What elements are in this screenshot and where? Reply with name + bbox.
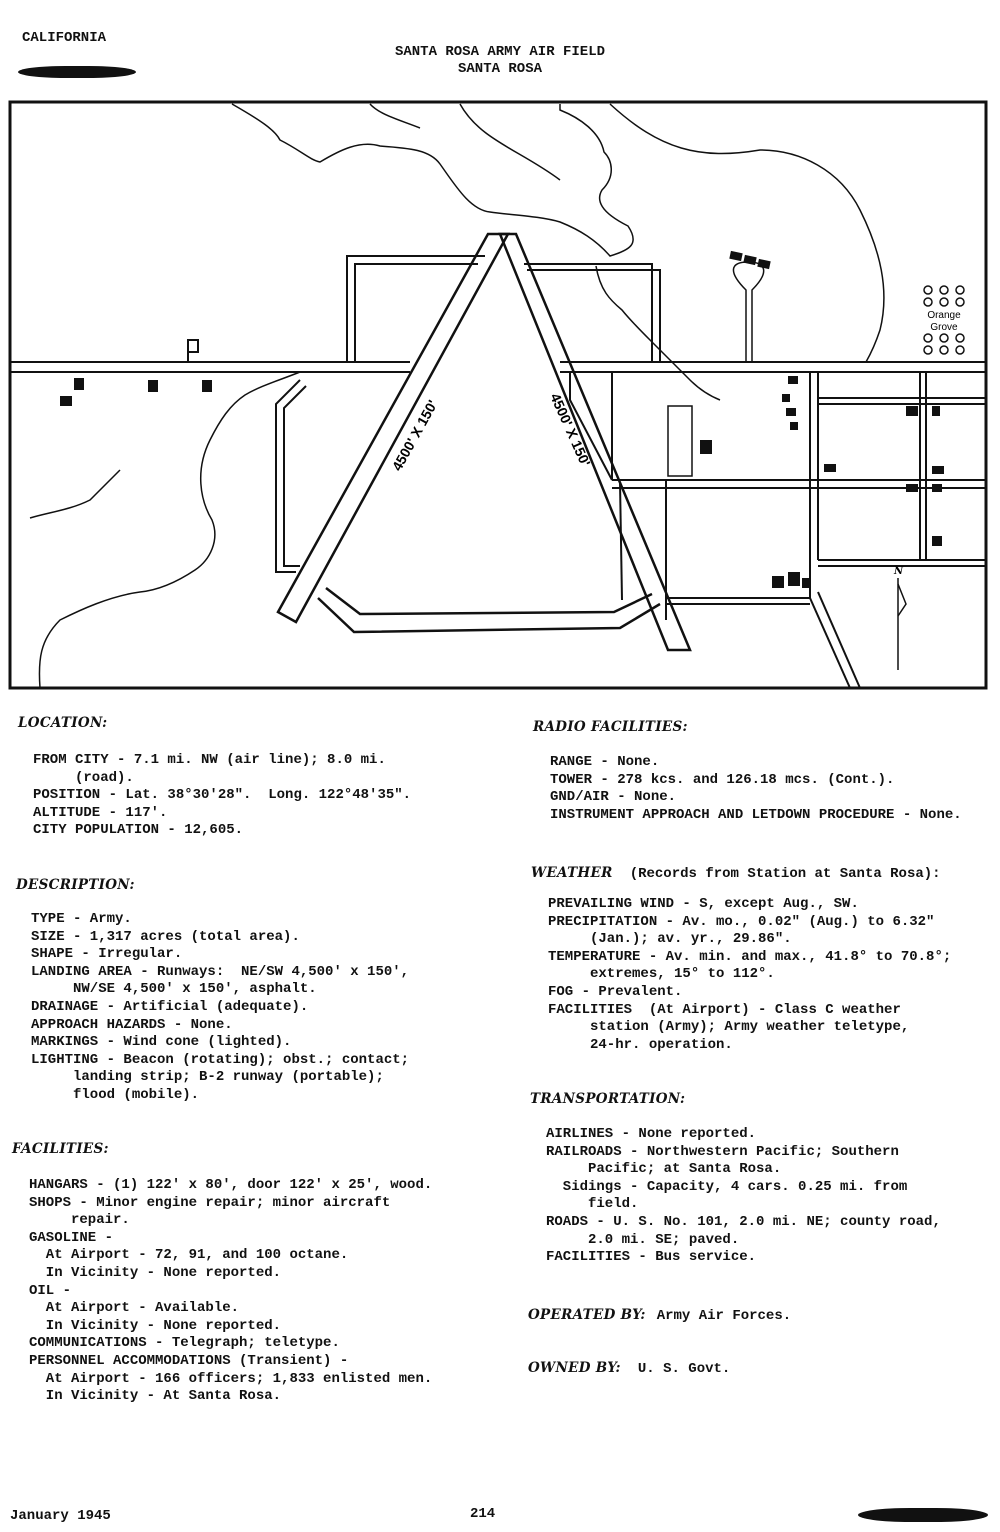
facilities-line: SHOPS - Minor engine repair; minor aircraft [29,1194,391,1211]
owned-by-label: OWNED BY: [528,1360,621,1376]
location-line: FROM CITY - 7.1 mi. NW (air line); 8.0 mi. [33,752,386,768]
facilities-line: In Vicinity - None reported. [29,1317,282,1334]
north-label: N [894,566,904,577]
weather-line: FOG - Prevalent. [548,983,683,1000]
transportation-line: field. [546,1196,639,1213]
location-line: (road). [33,769,134,786]
description-line: DRAINAGE - Artificial (adequate). [31,998,309,1015]
transportation-line: AIRLINES - None reported. [546,1126,757,1142]
transportation-line: Sidings - Capacity, 4 cars. 0.25 mi. from [546,1178,908,1195]
radio-section [550,754,962,824]
description-heading: DESCRIPTION: [16,877,135,893]
location-line: ALTITUDE - 117'. [33,804,168,821]
facilities-line: COMMUNICATIONS - Telegraph; teletype. [29,1335,340,1352]
loop-road [733,262,763,362]
description-line: APPROACH HAZARDS - None. [31,1016,233,1033]
transportation-line: Pacific; at Santa Rosa. [546,1161,782,1178]
operated-by-value: Army Air Forces. [656,1308,792,1324]
description-line: landing strip; B-2 runway (portable); [31,1069,384,1086]
facilities-line: repair. [29,1212,130,1229]
description-line: TYPE - Army. [31,911,132,927]
page-subtitle: SANTA ROSA [457,61,542,77]
weather-heading: WEATHER [531,865,613,881]
description-section [31,911,409,1105]
beacon-flag [188,340,198,352]
description-line: LIGHTING - Beacon (rotating); obst.; contact; [31,1051,410,1068]
creek-north [232,104,633,256]
weather-section [548,896,951,1054]
runway-label-nw-se: 4500' X 150' [547,390,594,469]
transportation-line: FACILITIES - Bus service. [546,1249,757,1266]
location-line: POSITION - Lat. 38°30'28". Long. 122°48'35". [33,787,412,804]
state-label: CALIFORNIA [22,30,107,46]
facilities-line: GASOLINE - [29,1229,114,1246]
weather-line: station (Army); Army weather teletype, [548,1019,910,1036]
owned-by-value: U. S. Govt. [637,1361,731,1377]
radio-heading: RADIO FACILITIES: [533,719,688,735]
facilities-heading: FACILITIES: [12,1141,109,1157]
operated-by-label: OPERATED BY: [528,1307,646,1323]
facilities-section [29,1177,432,1406]
facilities-line: PERSONNEL ACCOMMODATIONS (Transient) - [29,1352,349,1369]
runway-label-ne-sw: 4500' X 150' [388,397,441,474]
transportation-heading: TRANSPORTATION: [530,1091,686,1107]
buildings [60,251,944,588]
creek-southwest [39,372,300,688]
facilities-line: In Vicinity - At Santa Rosa. [29,1388,282,1405]
radio-line: TOWER - 278 kcs. and 126.18 mcs. (Cont.). [550,771,895,788]
weather-subheading: (Records from Station at Santa Rosa): [629,866,941,882]
owned-by-row [528,1357,730,1379]
creek-middle [596,266,720,400]
weather-line: TEMPERATURE - Av. min. and max., 41.8° to 70.8°; [548,948,952,965]
transportation-line: ROADS - U. S. No. 101, 2.0 mi. NE; county road, [546,1213,941,1230]
facilities-line: At Airport - 166 officers; 1,833 enlisted men. [29,1370,433,1387]
facilities-line: At Airport - Available. [29,1300,240,1317]
description-line: SIZE - 1,317 acres (total area). [31,928,300,945]
footer-date: January 1945 [10,1508,111,1524]
page-number: 214 [470,1506,496,1522]
description-line: MARKINGS - Wind cone (lighted). [31,1034,292,1051]
weather-line: 24-hr. operation. [548,1036,733,1053]
location-line: CITY POPULATION - 12,605. [33,822,244,839]
redaction-mark-bottom [858,1508,988,1522]
facilities-line: HANGARS - (1) 122' x 80', door 122' x 25', wood. [29,1177,433,1193]
radio-line: RANGE - None. [550,754,660,770]
weather-line: extremes, 15° to 112°. [548,966,775,983]
facilities-line: In Vicinity - None reported. [29,1264,282,1281]
weather-heading-row [531,862,941,884]
description-line: NW/SE 4,500' x 150', asphalt. [31,981,317,998]
radio-line: INSTRUMENT APPROACH AND LETDOWN PROCEDURE - None. [550,806,962,823]
airfield-map [0,0,1000,700]
description-line: LANDING AREA - Runways: NE/SW 4,500' x 150', [31,963,410,980]
runway-ne-sw [278,234,508,622]
page-title: SANTA ROSA ARMY AIR FIELD [394,44,606,60]
description-line: flood (mobile). [31,1086,200,1103]
map-frame [10,102,986,688]
location-heading: LOCATION: [18,715,108,731]
facilities-line: At Airport - 72, 91, and 100 octane. [29,1247,349,1264]
weather-line: (Jan.); av. yr., 29.86". [548,931,792,948]
runway-nw-se [500,234,690,650]
orange-grove-label-2: Grove [930,322,958,333]
location-section [33,752,411,840]
facilities-line: OIL - [29,1282,72,1299]
transportation-line: 2.0 mi. SE; paved. [546,1231,740,1248]
description-line: SHAPE - Irregular. [31,946,183,963]
weather-line: FACILITIES (At Airport) - Class C weather [548,1001,901,1018]
operated-by-row [528,1304,791,1326]
transportation-section [546,1126,941,1267]
orange-grove-label-1: Orange [927,310,961,321]
weather-line: PRECIPITATION - Av. mo., 0.02" (Aug.) to 6.32" [548,913,935,930]
radio-line: GND/AIR - None. [550,789,677,806]
transportation-line: RAILROADS - Northwestern Pacific; Southern [546,1143,899,1160]
weather-line: PREVAILING WIND - S, except Aug., SW. [548,896,859,912]
